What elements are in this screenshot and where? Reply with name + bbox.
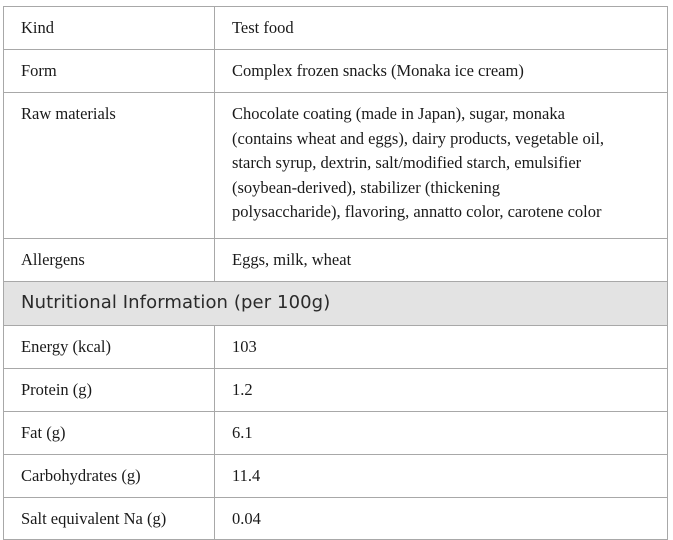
nutrition-label-carbohydrates: Carbohydrates (g) — [4, 455, 215, 498]
row-label-allergens: Allergens — [4, 239, 215, 282]
nutrition-value-protein: 1.2 — [215, 369, 668, 412]
row-label-kind: Kind — [4, 7, 215, 50]
nutrition-label-fat: Fat (g) — [4, 412, 215, 455]
row-label-raw-materials: Raw materials — [4, 93, 215, 239]
table-row — [4, 93, 668, 239]
nutrition-value-carbohydrates: 11.4 — [215, 455, 668, 498]
row-value-form: Complex frozen snacks (Monaka ice cream) — [215, 50, 668, 93]
table-row — [4, 498, 668, 540]
row-value-raw-materials — [215, 93, 668, 239]
nutrition-section-header: Nutritional Information (per 100g) — [4, 282, 668, 326]
nutrition-value-energy: 103 — [215, 326, 668, 369]
nutrition-label-salt: Salt equivalent Na (g) — [4, 498, 215, 540]
nutrition-label-protein: Protein (g) — [4, 369, 215, 412]
nutrition-value-salt: 0.04 — [215, 498, 668, 540]
raw-materials-line: (contains wheat and eggs), dairy products, vegetable oil, — [232, 128, 605, 148]
nutrition-label-energy: Energy (kcal) — [4, 326, 215, 369]
table-row — [4, 239, 668, 282]
row-label-form: Form — [4, 50, 215, 93]
table-row — [4, 50, 668, 93]
food-spec-table — [3, 6, 668, 540]
row-value-kind: Test food — [215, 7, 668, 50]
section-header-row — [4, 282, 668, 326]
raw-materials-line: polysaccharide), flavoring, annatto color, carotene color — [232, 202, 602, 221]
raw-materials-line: (soybean-derived), stabilizer (thickening — [232, 177, 501, 197]
table-row — [4, 326, 668, 369]
table-row — [4, 455, 668, 498]
nutrition-value-fat: 6.1 — [215, 412, 668, 455]
raw-materials-line: Chocolate coating (made in Japan), sugar, monaka — [232, 104, 565, 123]
table-row — [4, 412, 668, 455]
row-value-allergens: Eggs, milk, wheat — [215, 239, 668, 282]
raw-materials-line: starch syrup, dextrin, salt/modified starch, emulsifier — [232, 153, 582, 172]
table-row — [4, 7, 668, 50]
table-row — [4, 369, 668, 412]
